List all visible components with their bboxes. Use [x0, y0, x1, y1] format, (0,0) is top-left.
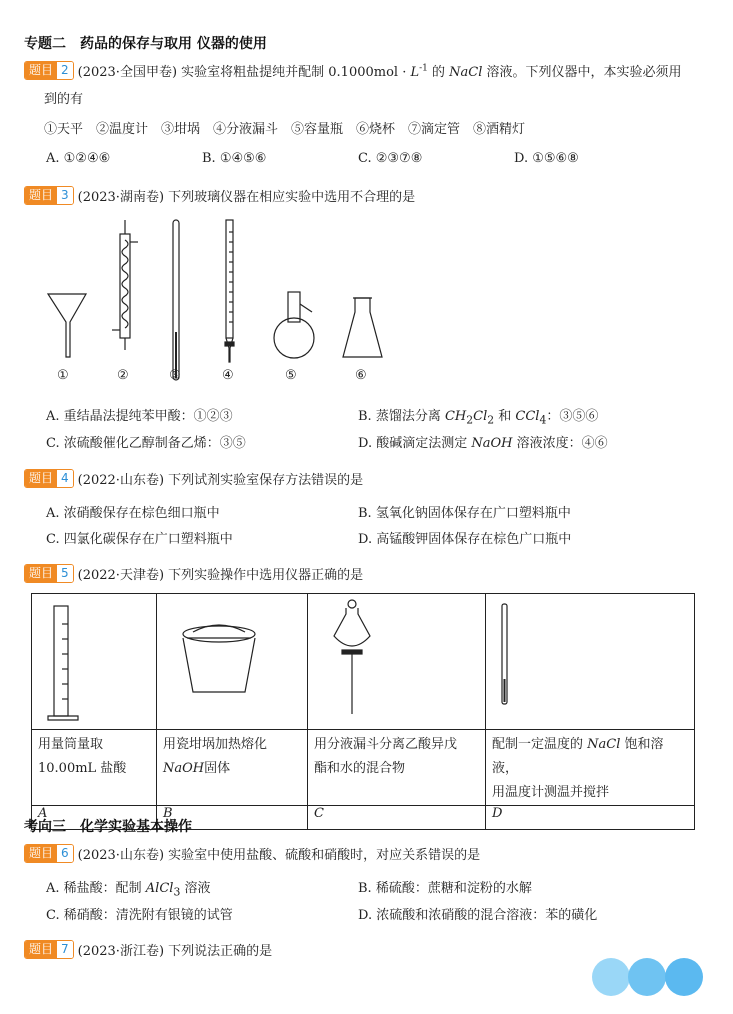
question-7-header: [24, 940, 272, 959]
question-4-text: (2022·山东卷) 下列试剂实验室保存方法错误的是: [77, 473, 364, 488]
option-a: A. 稀盐酸：配制 AlCl$_3$ 溶液: [46, 881, 211, 899]
question-badge: 题目 7: [24, 940, 74, 959]
crucible-illustration: [163, 594, 293, 724]
question-5-text: (2022·天津卷) 下列实验操作中选用仪器正确的是: [77, 568, 364, 583]
table-cell: C: [308, 806, 486, 830]
option-d: D. ①⑤⑥⑧: [514, 151, 579, 166]
table-cell: [157, 594, 308, 730]
question-3-text: (2023·湖南卷) 下列玻璃仪器在相应实验中选用不合理的是: [77, 190, 416, 205]
figure-label: ⑤: [285, 368, 297, 383]
table-row: [32, 730, 695, 806]
thermometer-illustration: [492, 594, 672, 724]
option-d: D. 高锰酸钾固体保存在棕色广口瓶中: [358, 532, 572, 547]
option-b: B. 蒸馏法分离 $CH_2Cl_2$ 和 CCl$_4$：③⑤⑥: [358, 409, 599, 427]
option-a: A. 浓硝酸保存在棕色细口瓶中: [46, 506, 220, 521]
table-cell: [308, 594, 486, 730]
figure-label: ④: [222, 368, 234, 383]
separatory-funnel-illustration: [314, 594, 474, 724]
question-7-text: (2023·浙江卷) 下列说法正确的是: [77, 944, 273, 959]
burette-illustration: [225, 220, 234, 362]
figure-label: ⑥: [355, 368, 367, 383]
table-cell: 用分液漏斗分离乙酸异戊 酯和水的混合物: [308, 730, 486, 806]
option-c: C. ②③⑦⑧: [358, 151, 423, 166]
table-cell: A: [32, 806, 157, 830]
question-5-header: [24, 564, 363, 583]
options-table: [31, 593, 695, 830]
question-2-header: [24, 61, 682, 80]
figure-label: ③: [169, 368, 181, 383]
table-cell: [32, 594, 157, 730]
graduated-cylinder-illustration: [38, 594, 138, 724]
question-2-items: ①天平 ②温度计 ③坩埚 ④分液漏斗 ⑤容量瓶 ⑥烧杯 ⑦滴定管 ⑧酒精灯: [44, 122, 526, 137]
glassware-figure: [30, 212, 410, 392]
option-b: B. 稀硫酸：蔗糖和淀粉的水解: [358, 881, 532, 896]
option-c: C. 稀硝酸：清洗附有银镜的试管: [46, 908, 233, 923]
question-2-text: (2023·全国甲卷) 实验室将粗盐提纯并配制 $0.1000mol \cdot L^{-1}$ 的 NaCl 溶液。下列仪器中，本实验必须用: [77, 63, 682, 80]
table-row: [32, 594, 695, 730]
question-badge: 题目 4: [24, 469, 74, 488]
question-badge: 题目 3: [24, 186, 74, 205]
table-cell: D: [486, 806, 695, 830]
question-badge: 题目 6: [24, 844, 74, 863]
table-cell: 用量筒量取 10.00mL 盐酸: [32, 730, 157, 806]
table-cell: B: [157, 806, 308, 830]
option-c: C. 浓硫酸催化乙醇制备乙烯：③⑤: [46, 436, 246, 451]
option-c: C. 四氯化碳保存在广口塑料瓶中: [46, 532, 233, 547]
funnel-illustration: [48, 294, 86, 357]
section-title: 考向三 化学实验基本操作: [24, 819, 192, 835]
option-b: B. 氢氧化钠固体保存在广口塑料瓶中: [358, 506, 571, 521]
table-cell: [486, 594, 695, 730]
condenser-illustration: [112, 220, 138, 350]
option-a: A. ①②④⑥: [46, 151, 111, 166]
option-d: D. 酸碱滴定法测定 NaOH 溶液浓度：④⑥: [358, 436, 608, 451]
erlenmeyer-flask-illustration: [343, 298, 382, 357]
dot-icon: [592, 958, 630, 996]
section-title: 专题二 药品的保存与取用 仪器的使用: [24, 36, 267, 52]
question-2-text-line2: 到的有: [44, 92, 84, 107]
option-d: D. 浓硫酸和浓硝酸的混合溶液：苯的磺化: [358, 908, 598, 923]
question-badge: 题目 2: [24, 61, 74, 80]
thermometer-illustration: [173, 220, 179, 380]
option-b: B. ①④⑤⑥: [202, 151, 267, 166]
question-4-header: [24, 469, 363, 488]
table-cell: 用瓷坩埚加热熔化 NaOH固体: [157, 730, 308, 806]
table-cell: 配制一定温度的 NaCl 饱和溶液， 用温度计测温并搅拌: [486, 730, 695, 806]
option-a: A. 重结晶法提纯苯甲酸：①②③: [46, 409, 233, 424]
figure-label: ②: [117, 368, 129, 383]
dot-icon: [628, 958, 666, 996]
question-3-header: [24, 186, 415, 205]
question-6-text: (2023·山东卷) 实验室中使用盐酸、硫酸和硝酸时，对应关系错误的是: [77, 848, 481, 863]
question-6-header: [24, 844, 480, 863]
question-badge: 题目 5: [24, 564, 74, 583]
figure-label: ①: [57, 368, 69, 383]
dot-icon: [665, 958, 703, 996]
distilling-flask-illustration: [274, 292, 314, 358]
